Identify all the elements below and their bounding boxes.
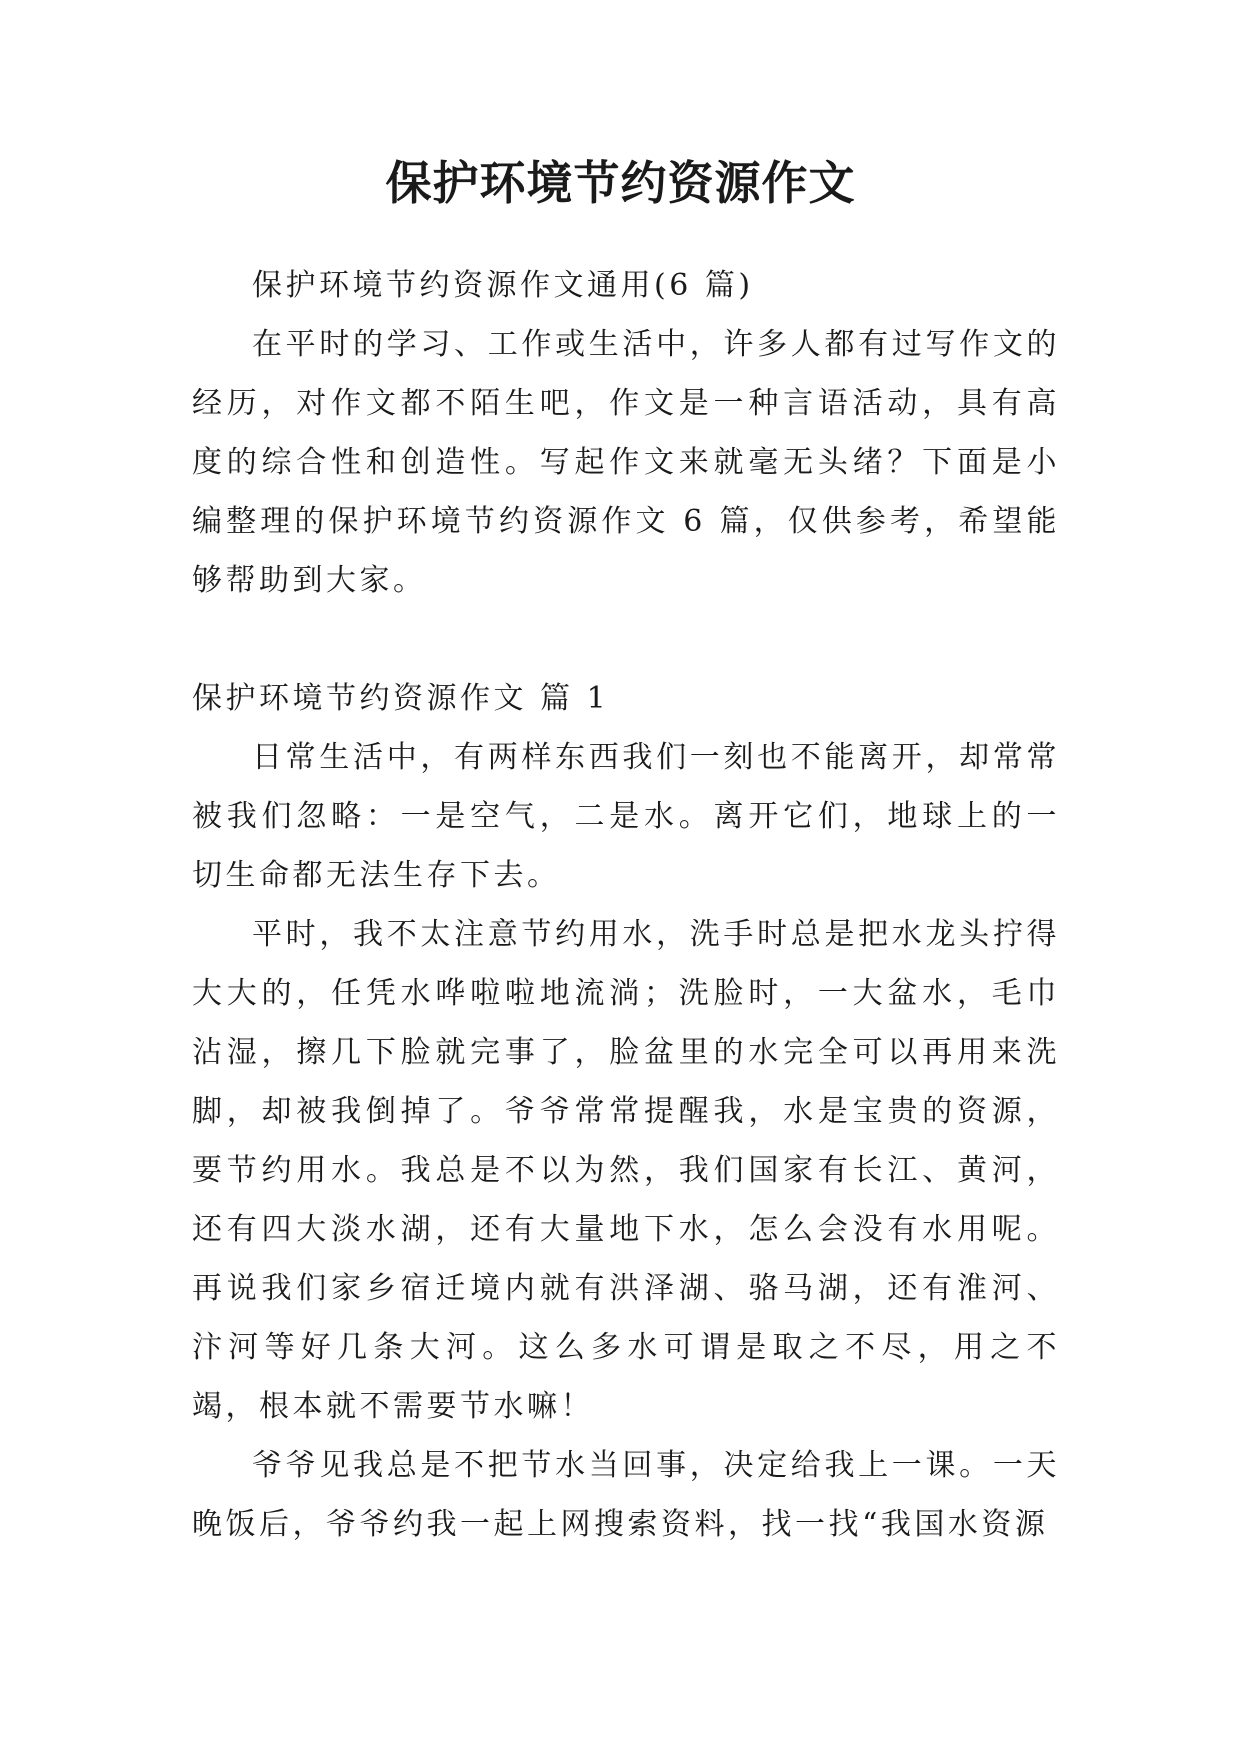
document-body bbox=[192, 256, 1060, 1554]
section-heading: 保护环境节约资源作文 篇 1 bbox=[192, 681, 610, 716]
document-title: 保护环境节约资源作文 bbox=[385, 156, 856, 210]
body-paragraph-1: 日常生活中，有两样东西我们一刻也不能离开，却常常被我们忽略：一是空气，二是水。离开它们，地球上的一切生命都无法生存下去。 bbox=[192, 740, 1060, 893]
body-paragraph-2: 平时，我不太注意节约用水，洗手时总是把水龙头拧得大大的，任凭水哗啦啦地流淌；洗脸时，一大盆水，毛巾沾湿，擦几下脸就完事了，脸盆里的水完全可以再用来洗脚，却被我倒掉了。爷爷常常提醒我，水是宝贵的资源，要节约用水。我总是不以为然，我们国家有长江、黄河，还有四大淡水湖，还有大量地下水，怎么会没有水用呢。再说我们家乡宿迁境内就有洪泽湖、骆马湖，还有淮河、汴河等好几条大河。这么多水可谓是取之不尽，用之不竭，根本就不需要节水嘛！ bbox=[192, 917, 1060, 1424]
intro-paragraph: 在平时的学习、工作或生活中，许多人都有过写作文的经历，对作文都不陌生吧，作文是一种言语活动，具有高度的综合性和创造性。写起作文来就毫无头绪？下面是小编整理的保护环境节约资源作文 6 篇，仅供参考，希望能够帮助到大家。 bbox=[192, 327, 1060, 598]
intro-subtitle: 保护环境节约资源作文通用(6 篇) bbox=[252, 268, 754, 303]
body-paragraph-3: 爷爷见我总是不把节水当回事，决定给我上一课。一天晚饭后，爷爷约我一起上网搜索资料，找一找“我国水资源 bbox=[192, 1448, 1060, 1542]
